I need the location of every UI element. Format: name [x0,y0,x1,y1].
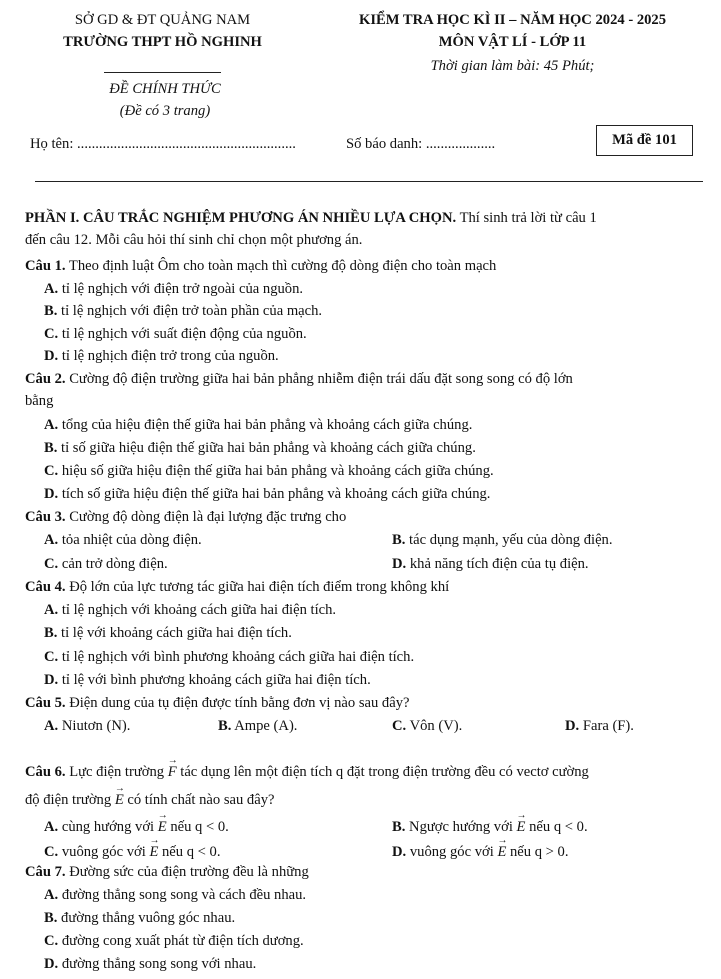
question-7: Câu 7. Đường sức của điện trường đều là những [25,864,309,880]
part-one-intro-line2: đến câu 12. Mỗi câu hỏi thí sinh chỉ chọn một phương án. [25,232,363,248]
q4-option-a: A. tỉ lệ nghịch với khoảng cách giữa hai điện tích. [44,602,337,618]
question-4: Câu 4. Độ lớn của lực tương tác giữa hai điện tích điểm trong không khí [25,579,450,595]
exam-code-box: Mã đề 101 [596,125,693,156]
q4-option-b: B. tỉ lệ với khoảng cách giữa hai điện tích. [44,625,292,641]
question-1: Câu 1. Theo định luật Ôm cho toàn mạch thì cường độ dòng điện cho toàn mạch [25,258,497,274]
question-3: Câu 3. Cường độ dòng điện là đại lượng đặc trưng cho [25,509,347,525]
question-6-cont: độ điện trường → E có tính chất nào sau đây? [25,791,274,809]
field-vector-symbol: → E [115,791,124,809]
part-one-title: PHẦN I. CÂU TRẮC NGHIỆM PHƯƠNG ÁN NHIỀU LỰA CHỌN. [25,210,457,226]
q7-option-b: B. đường thẳng vuông góc nhau. [44,910,236,926]
part-one-intro: Thí sinh trả lời từ câu 1 [456,210,597,226]
q2-option-b: B. tỉ số giữa hiệu điện thế giữa hai bản phẳng và khoảng cách giữa chúng. [44,440,476,456]
student-name-line: Họ tên: ............................................................ [30,136,296,152]
q6-option-b: B. Ngược hướng với → E nếu q < 0. [392,818,588,836]
q1-option-b: B. tỉ lệ nghịch với điện trở toàn phần của mạch. [44,303,323,319]
divider-short [104,72,221,73]
exam-title: KIỂM TRA HỌC KÌ II – NĂM HỌC 2024 - 2025 [358,12,667,28]
q1-option-d: D. tỉ lệ nghịch điện trở trong của nguồn. [44,348,279,364]
school-name: TRƯỜNG THPT HỒ NGHINH [63,34,262,50]
q3-option-b: B. tác dụng mạnh, yếu của dòng điện. [392,532,613,548]
q3-option-d: D. khả năng tích điện của tụ điện. [392,556,589,572]
q2-option-a: A. tổng của hiệu điện thế giữa hai bản phẳng và khoảng cách giữa chúng. [44,417,473,433]
q4-option-d: D. tỉ lệ với bình phương khoảng cách giữa hai điện tích. [44,672,371,688]
q3-option-a: A. tỏa nhiệt của dòng điện. [44,532,202,548]
question-5: Câu 5. Điện dung của tụ điện được tính bằng đơn vị nào sau đây? [25,695,410,711]
q7-option-d: D. đường thẳng song song với nhau. [44,956,257,972]
q2-option-c: C. hiệu số giữa hiệu điện thế giữa hai bản phẳng và khoảng cách giữa chúng. [44,463,494,479]
q1-option-c: C. tỉ lệ nghịch với suất điện động của nguồn. [44,326,307,342]
q2-option-d: D. tích số giữa hiệu điện thế giữa hai bản phẳng và khoảng cách giữa chúng. [44,486,491,502]
subject-title: MÔN VẬT LÍ - LỚP 11 [438,34,587,50]
q4-option-c: C. tỉ lệ nghịch với bình phương khoảng cách giữa hai điện tích. [44,649,415,665]
official-label: ĐỀ CHÍNH THỨC [109,81,221,97]
q5-option-d: D. Fara (F). [565,718,634,734]
header-divider [35,181,703,182]
q7-option-a: A. đường thẳng song song và cách đều nhau. [44,887,307,903]
part-one-heading [25,210,597,227]
q5-option-c: C. Vôn (V). [392,718,463,734]
page-count: (Đề có 3 trang) [119,103,211,119]
student-id-line: Số báo danh: ................... [346,136,496,152]
question-2-cont: bằng [25,393,54,409]
q6-option-c: C. vuông góc với → E nếu q < 0. [44,843,221,861]
question-2: Câu 2. Cường độ điện trường giữa hai bản phẳng nhiễm điện trái dấu đặt song song có độ lớn [25,371,573,387]
q6-option-d: D. vuông góc với → E nếu q > 0. [392,843,569,861]
question-6: Câu 6. Lực điện trường → F tác dụng lên một điện tích q đặt trong điện trường đều có vectơ cường [25,763,589,781]
q5-option-b: B. Ampe (A). [218,718,298,734]
department-name: SỞ GD & ĐT QUẢNG NAM [74,12,251,28]
time-limit: Thời gian làm bài: 45 Phút; [430,58,595,74]
force-vector-symbol: → F [168,763,177,781]
q5-option-a: A. Niutơn (N). [44,718,131,734]
q6-option-a: A. cùng hướng với → E nếu q < 0. [44,818,229,836]
q1-option-a: A. tỉ lệ nghịch với điện trở ngoài của nguồn. [44,281,304,297]
q3-option-c: C. cản trở dòng điện. [44,556,168,572]
q7-option-c: C. đường cong xuất phát từ điện tích dương. [44,933,304,949]
